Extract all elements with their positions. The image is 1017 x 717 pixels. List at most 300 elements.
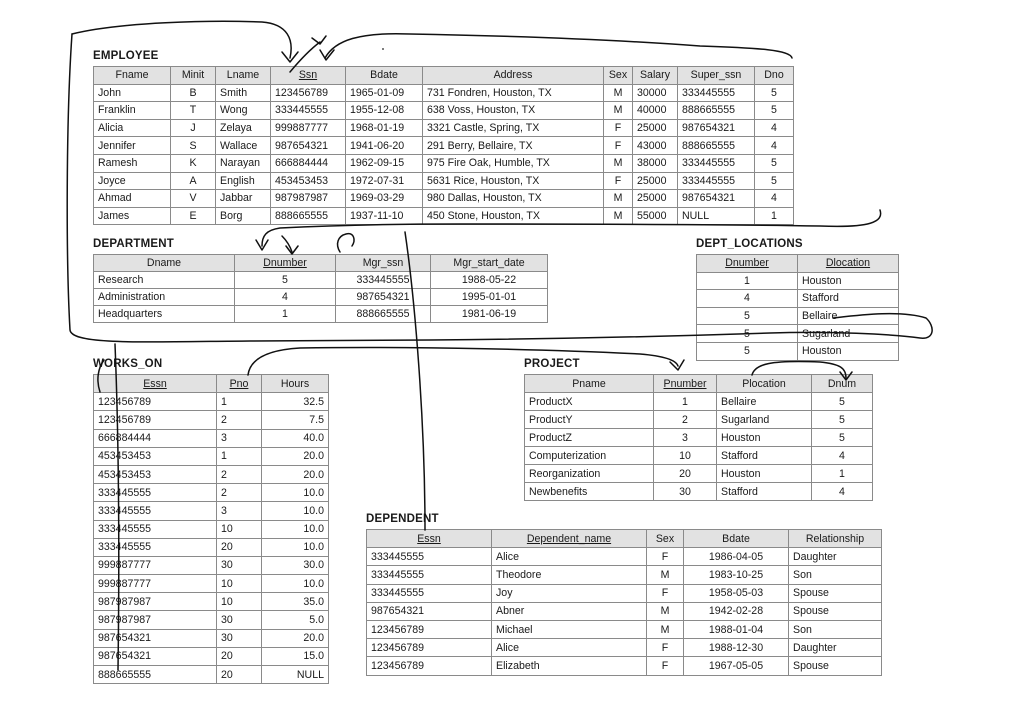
table-row bbox=[94, 207, 794, 225]
table-cell: Spouse bbox=[789, 657, 882, 675]
table-cell: M bbox=[647, 566, 684, 584]
table-cell: 333445555 bbox=[678, 84, 755, 102]
table-cell: 40.0 bbox=[262, 429, 329, 447]
table-cell: 666884444 bbox=[271, 154, 346, 172]
table-cell: 450 Stone, Houston, TX bbox=[423, 207, 604, 225]
column-header-label: Bdate bbox=[722, 532, 750, 545]
dependent-table bbox=[366, 529, 882, 676]
table-cell: Newbenefits bbox=[525, 483, 654, 501]
table-cell: Theodore bbox=[492, 566, 647, 584]
column-header bbox=[633, 67, 678, 85]
table-cell: 5 bbox=[697, 307, 798, 325]
table-cell: Elizabeth bbox=[492, 657, 647, 675]
column-header bbox=[94, 375, 217, 393]
table-row bbox=[94, 102, 794, 120]
table-row bbox=[525, 393, 873, 411]
table-cell: Zelaya bbox=[216, 119, 271, 137]
table-cell: S bbox=[171, 137, 216, 155]
table-row bbox=[697, 307, 899, 325]
table-cell: Houston bbox=[717, 465, 812, 483]
annotation-arrowhead bbox=[312, 36, 326, 44]
column-header-label: Dname bbox=[146, 257, 182, 269]
column-header bbox=[604, 67, 633, 85]
table-cell: 453453453 bbox=[94, 447, 217, 465]
column-header bbox=[654, 375, 717, 393]
table-cell: 1988-12-30 bbox=[684, 639, 789, 657]
column-header-label: Bdate bbox=[370, 69, 398, 82]
table-cell: 333445555 bbox=[367, 584, 492, 602]
column-header-label: Dnumber bbox=[263, 257, 307, 269]
column-header bbox=[717, 375, 812, 393]
table-cell: 7.5 bbox=[262, 411, 329, 429]
table-cell: 4 bbox=[812, 483, 873, 501]
table-cell: 1 bbox=[812, 465, 873, 483]
table-cell: 980 Dallas, Houston, TX bbox=[423, 190, 604, 208]
table-cell: 333445555 bbox=[94, 502, 217, 520]
table-header-row bbox=[94, 255, 548, 272]
column-header bbox=[367, 530, 492, 548]
table-cell: 1969-03-29 bbox=[346, 190, 423, 208]
column-header bbox=[262, 375, 329, 393]
table-cell: 4 bbox=[697, 290, 798, 308]
table-cell: 4 bbox=[755, 137, 794, 155]
table-cell: Wong bbox=[216, 102, 271, 120]
table-title: DEPARTMENT bbox=[93, 238, 175, 250]
table-cell: 1942-02-28 bbox=[684, 602, 789, 620]
table-cell: 987654321 bbox=[336, 289, 431, 306]
table-cell: Son bbox=[789, 566, 882, 584]
table-cell: 2 bbox=[217, 465, 262, 483]
table-cell: 1983-10-25 bbox=[684, 566, 789, 584]
table-cell: 1995-01-01 bbox=[431, 289, 548, 306]
stray-mark bbox=[382, 48, 384, 50]
table-row bbox=[525, 411, 873, 429]
column-header bbox=[492, 530, 647, 548]
table-title: DEPENDENT bbox=[366, 513, 439, 525]
column-header-label: Minit bbox=[181, 69, 205, 82]
column-header-label: Dlocation bbox=[825, 257, 871, 270]
table-row bbox=[94, 84, 794, 102]
table-cell: 2 bbox=[217, 484, 262, 502]
table-cell: 987654321 bbox=[94, 647, 217, 665]
table-cell: 888665555 bbox=[336, 306, 431, 323]
column-header bbox=[755, 67, 794, 85]
table-cell: 333445555 bbox=[94, 520, 217, 538]
table-cell: Houston bbox=[798, 272, 899, 290]
column-header bbox=[271, 67, 346, 85]
table-cell: 25000 bbox=[633, 119, 678, 137]
table-row bbox=[94, 502, 329, 520]
table-row bbox=[94, 611, 329, 629]
table-row bbox=[367, 566, 882, 584]
table-cell: Computerization bbox=[525, 447, 654, 465]
table-cell: M bbox=[604, 207, 633, 225]
column-header-label: Dnum bbox=[827, 377, 857, 390]
column-header bbox=[346, 67, 423, 85]
table-row bbox=[94, 289, 548, 306]
table-cell: 888665555 bbox=[271, 207, 346, 225]
table-cell: 5631 Rice, Houston, TX bbox=[423, 172, 604, 190]
table-cell: 1958-05-03 bbox=[684, 584, 789, 602]
table-cell: 123456789 bbox=[367, 620, 492, 638]
annotation-stroke bbox=[325, 34, 792, 58]
column-header bbox=[678, 67, 755, 85]
annotation-arrowhead bbox=[282, 52, 298, 62]
table-row bbox=[94, 411, 329, 429]
table-cell: Stafford bbox=[798, 290, 899, 308]
table-cell: F bbox=[647, 639, 684, 657]
table-cell: 453453453 bbox=[271, 172, 346, 190]
table-cell: 55000 bbox=[633, 207, 678, 225]
table-row bbox=[525, 465, 873, 483]
table-cell: Houston bbox=[717, 429, 812, 447]
table-cell: 1937-11-10 bbox=[346, 207, 423, 225]
column-header-label: Sex bbox=[655, 532, 675, 545]
column-header bbox=[94, 255, 235, 272]
table-cell: 987987987 bbox=[94, 593, 217, 611]
column-header-label: Ssn bbox=[298, 69, 318, 82]
table-cell: 1 bbox=[697, 272, 798, 290]
column-header bbox=[647, 530, 684, 548]
column-header-label: Sex bbox=[608, 69, 628, 82]
table-cell: 1967-05-05 bbox=[684, 657, 789, 675]
table-cell: Bellaire bbox=[798, 307, 899, 325]
table-cell: 32.5 bbox=[262, 393, 329, 411]
table-header-row bbox=[367, 530, 882, 548]
table-title: EMPLOYEE bbox=[93, 50, 159, 62]
table-cell: 10 bbox=[654, 447, 717, 465]
table-cell: Alice bbox=[492, 548, 647, 566]
table-cell: 25000 bbox=[633, 172, 678, 190]
table-title: DEPT_LOCATIONS bbox=[696, 238, 803, 250]
table-row bbox=[367, 602, 882, 620]
table-cell: Reorganization bbox=[525, 465, 654, 483]
annotation-arrowhead bbox=[670, 360, 684, 370]
table-cell: F bbox=[604, 119, 633, 137]
table-cell: 987987987 bbox=[94, 611, 217, 629]
table-cell: 1962-09-15 bbox=[346, 154, 423, 172]
table-cell: 987654321 bbox=[678, 119, 755, 137]
column-header-label: Pname bbox=[572, 377, 606, 390]
table-cell: Alicia bbox=[94, 119, 171, 137]
table-cell: M bbox=[604, 154, 633, 172]
table-cell: 10 bbox=[217, 520, 262, 538]
table-cell: 10 bbox=[217, 593, 262, 611]
table-cell: 20 bbox=[217, 666, 262, 684]
column-header bbox=[431, 255, 548, 272]
table-cell: M bbox=[604, 84, 633, 102]
table-header-row bbox=[94, 375, 329, 393]
table-row bbox=[94, 556, 329, 574]
table-row bbox=[525, 447, 873, 465]
table-cell: Houston bbox=[798, 342, 899, 360]
column-header-label: Address bbox=[493, 69, 533, 82]
table-cell: K bbox=[171, 154, 216, 172]
table-cell: 1955-12-08 bbox=[346, 102, 423, 120]
table-row bbox=[367, 584, 882, 602]
table-cell: 2 bbox=[654, 411, 717, 429]
table-cell: F bbox=[647, 657, 684, 675]
table-row bbox=[367, 657, 882, 675]
table-cell: 10.0 bbox=[262, 502, 329, 520]
table-cell: 333445555 bbox=[678, 172, 755, 190]
table-cell: F bbox=[647, 548, 684, 566]
table-cell: 1988-05-22 bbox=[431, 272, 548, 289]
department-table bbox=[93, 254, 548, 323]
table-cell: ProductX bbox=[525, 393, 654, 411]
table-cell: Michael bbox=[492, 620, 647, 638]
table-cell: Alice bbox=[492, 639, 647, 657]
annotation-stroke bbox=[282, 236, 292, 252]
table-cell: Ramesh bbox=[94, 154, 171, 172]
table-cell: 333445555 bbox=[367, 548, 492, 566]
table-cell: 10.0 bbox=[262, 538, 329, 556]
table-cell: Spouse bbox=[789, 602, 882, 620]
table-row bbox=[94, 538, 329, 556]
table-cell: Joy bbox=[492, 584, 647, 602]
table-cell: J bbox=[171, 119, 216, 137]
table-cell: 10.0 bbox=[262, 484, 329, 502]
column-header bbox=[684, 530, 789, 548]
table-cell: 123456789 bbox=[367, 657, 492, 675]
table-cell: Stafford bbox=[717, 483, 812, 501]
table-row bbox=[94, 306, 548, 323]
column-header-label: Dependent_name bbox=[526, 532, 612, 545]
table-cell: 666884444 bbox=[94, 429, 217, 447]
column-header-label: Fname bbox=[115, 69, 149, 82]
column-header-label: Hours bbox=[280, 377, 310, 390]
table-cell: English bbox=[216, 172, 271, 190]
table-cell: 333445555 bbox=[678, 154, 755, 172]
table-cell: 123456789 bbox=[271, 84, 346, 102]
table-cell: 638 Voss, Houston, TX bbox=[423, 102, 604, 120]
table-header-row bbox=[525, 375, 873, 393]
table-cell: F bbox=[647, 584, 684, 602]
table-row bbox=[94, 465, 329, 483]
table-row bbox=[94, 629, 329, 647]
table-cell: 5 bbox=[697, 325, 798, 343]
column-header-label: Essn bbox=[143, 377, 167, 390]
table-cell: ProductY bbox=[525, 411, 654, 429]
table-row bbox=[94, 119, 794, 137]
table-cell: E bbox=[171, 207, 216, 225]
table-cell: A bbox=[171, 172, 216, 190]
table-cell: NULL bbox=[262, 666, 329, 684]
table-title: WORKS_ON bbox=[93, 358, 163, 370]
table-cell: 2 bbox=[217, 411, 262, 429]
table-row bbox=[697, 342, 899, 360]
table-cell: Joyce bbox=[94, 172, 171, 190]
table-cell: 40000 bbox=[633, 102, 678, 120]
table-cell: Borg bbox=[216, 207, 271, 225]
table-cell: 3321 Castle, Spring, TX bbox=[423, 119, 604, 137]
annotation-arrowhead bbox=[320, 50, 334, 60]
table-cell: 123456789 bbox=[367, 639, 492, 657]
column-header bbox=[216, 67, 271, 85]
table-cell: 888665555 bbox=[678, 137, 755, 155]
table-row bbox=[94, 484, 329, 502]
table-row bbox=[94, 520, 329, 538]
table-cell: 5 bbox=[755, 84, 794, 102]
table-cell: 4 bbox=[755, 119, 794, 137]
table-header-row bbox=[94, 67, 794, 85]
column-header bbox=[235, 255, 336, 272]
table-row bbox=[94, 575, 329, 593]
column-header-label: Super_ssn bbox=[690, 69, 742, 82]
table-cell: 30 bbox=[217, 611, 262, 629]
table-cell: F bbox=[604, 172, 633, 190]
table-cell: Wallace bbox=[216, 137, 271, 155]
table-cell: 5 bbox=[812, 429, 873, 447]
table-cell: 20 bbox=[654, 465, 717, 483]
table-row bbox=[94, 137, 794, 155]
column-header bbox=[94, 67, 171, 85]
table-cell: 731 Fondren, Houston, TX bbox=[423, 84, 604, 102]
table-row bbox=[697, 290, 899, 308]
table-cell: Sugarland bbox=[798, 325, 899, 343]
annotation-stroke bbox=[248, 347, 678, 375]
table-cell: 333445555 bbox=[336, 272, 431, 289]
table-cell: 1981-06-19 bbox=[431, 306, 548, 323]
table-cell: V bbox=[171, 190, 216, 208]
table-row bbox=[367, 639, 882, 657]
table-cell: 1988-01-04 bbox=[684, 620, 789, 638]
table-cell: 35.0 bbox=[262, 593, 329, 611]
table-row bbox=[697, 272, 899, 290]
table-cell: 123456789 bbox=[94, 411, 217, 429]
column-header-label: Pno bbox=[229, 377, 249, 390]
table-cell: 1 bbox=[755, 207, 794, 225]
table-row bbox=[94, 429, 329, 447]
table-cell: 3 bbox=[217, 502, 262, 520]
column-header-label: Salary bbox=[639, 69, 671, 82]
project-table bbox=[524, 374, 873, 501]
table-row bbox=[94, 666, 329, 684]
annotation-arrowhead bbox=[286, 246, 298, 254]
table-cell: 333445555 bbox=[367, 566, 492, 584]
table-cell: 20.0 bbox=[262, 629, 329, 647]
table-cell: 10 bbox=[217, 575, 262, 593]
annotation-stroke bbox=[338, 234, 354, 252]
table-cell: 333445555 bbox=[271, 102, 346, 120]
table-cell: Abner bbox=[492, 602, 647, 620]
table-cell: 20 bbox=[217, 538, 262, 556]
table-row bbox=[94, 593, 329, 611]
table-cell: 1986-04-05 bbox=[684, 548, 789, 566]
table-cell: 975 Fire Oak, Humble, TX bbox=[423, 154, 604, 172]
column-header-label: Lname bbox=[226, 69, 260, 82]
column-header bbox=[336, 255, 431, 272]
table-row bbox=[94, 172, 794, 190]
table-cell: Administration bbox=[94, 289, 235, 306]
table-cell: 10.0 bbox=[262, 520, 329, 538]
table-cell: 30.0 bbox=[262, 556, 329, 574]
table-cell: 888665555 bbox=[94, 666, 217, 684]
table-row bbox=[94, 272, 548, 289]
table-cell: 987654321 bbox=[367, 602, 492, 620]
table-row bbox=[94, 154, 794, 172]
table-cell: 5.0 bbox=[262, 611, 329, 629]
table-title: PROJECT bbox=[524, 358, 580, 370]
table-cell: Franklin bbox=[94, 102, 171, 120]
table-cell: 5 bbox=[697, 342, 798, 360]
table-cell: Sugarland bbox=[717, 411, 812, 429]
table-cell: 4 bbox=[755, 190, 794, 208]
table-cell: 1972-07-31 bbox=[346, 172, 423, 190]
table-cell: 333445555 bbox=[94, 538, 217, 556]
table-cell: F bbox=[604, 137, 633, 155]
table-cell: 3 bbox=[654, 429, 717, 447]
table-cell: 5 bbox=[812, 393, 873, 411]
table-cell: Smith bbox=[216, 84, 271, 102]
table-cell: M bbox=[647, 620, 684, 638]
column-header bbox=[423, 67, 604, 85]
table-cell: 30 bbox=[654, 483, 717, 501]
table-cell: 1 bbox=[217, 393, 262, 411]
table-cell: 1 bbox=[217, 447, 262, 465]
table-cell: Ahmad bbox=[94, 190, 171, 208]
table-cell: 5 bbox=[755, 172, 794, 190]
table-cell: 453453453 bbox=[94, 465, 217, 483]
table-cell: 5 bbox=[812, 411, 873, 429]
table-cell: 5 bbox=[235, 272, 336, 289]
table-row bbox=[94, 447, 329, 465]
dept-locations-table bbox=[696, 254, 899, 361]
table-cell: T bbox=[171, 102, 216, 120]
table-cell: Stafford bbox=[717, 447, 812, 465]
table-row bbox=[525, 429, 873, 447]
table-row bbox=[697, 325, 899, 343]
column-header bbox=[812, 375, 873, 393]
table-cell: M bbox=[604, 190, 633, 208]
table-cell: 987654321 bbox=[678, 190, 755, 208]
table-row bbox=[367, 548, 882, 566]
table-cell: NULL bbox=[678, 207, 755, 225]
table-row bbox=[94, 647, 329, 665]
table-cell: John bbox=[94, 84, 171, 102]
table-cell: Headquarters bbox=[94, 306, 235, 323]
table-cell: B bbox=[171, 84, 216, 102]
table-row bbox=[94, 393, 329, 411]
column-header-label: Essn bbox=[417, 532, 441, 545]
table-row bbox=[94, 190, 794, 208]
table-cell: 1965-01-09 bbox=[346, 84, 423, 102]
column-header-label: Mgr_start_date bbox=[453, 257, 525, 269]
column-header bbox=[217, 375, 262, 393]
table-cell: 1 bbox=[235, 306, 336, 323]
table-cell: Jennifer bbox=[94, 137, 171, 155]
table-cell: 3 bbox=[217, 429, 262, 447]
table-cell: 1 bbox=[654, 393, 717, 411]
table-row bbox=[525, 483, 873, 501]
table-cell: 999887777 bbox=[94, 575, 217, 593]
table-cell: 43000 bbox=[633, 137, 678, 155]
table-cell: 30000 bbox=[633, 84, 678, 102]
employee-table bbox=[93, 66, 794, 225]
table-cell: Daughter bbox=[789, 639, 882, 657]
column-header-label: Dno bbox=[764, 69, 784, 82]
column-header-label: Pnumber bbox=[663, 377, 707, 390]
table-cell: Daughter bbox=[789, 548, 882, 566]
table-cell: 20.0 bbox=[262, 465, 329, 483]
table-cell: 5 bbox=[755, 154, 794, 172]
column-header bbox=[525, 375, 654, 393]
table-cell: 10.0 bbox=[262, 575, 329, 593]
table-cell: M bbox=[647, 602, 684, 620]
table-cell: 25000 bbox=[633, 190, 678, 208]
table-cell: 30 bbox=[217, 629, 262, 647]
table-cell: ProductZ bbox=[525, 429, 654, 447]
